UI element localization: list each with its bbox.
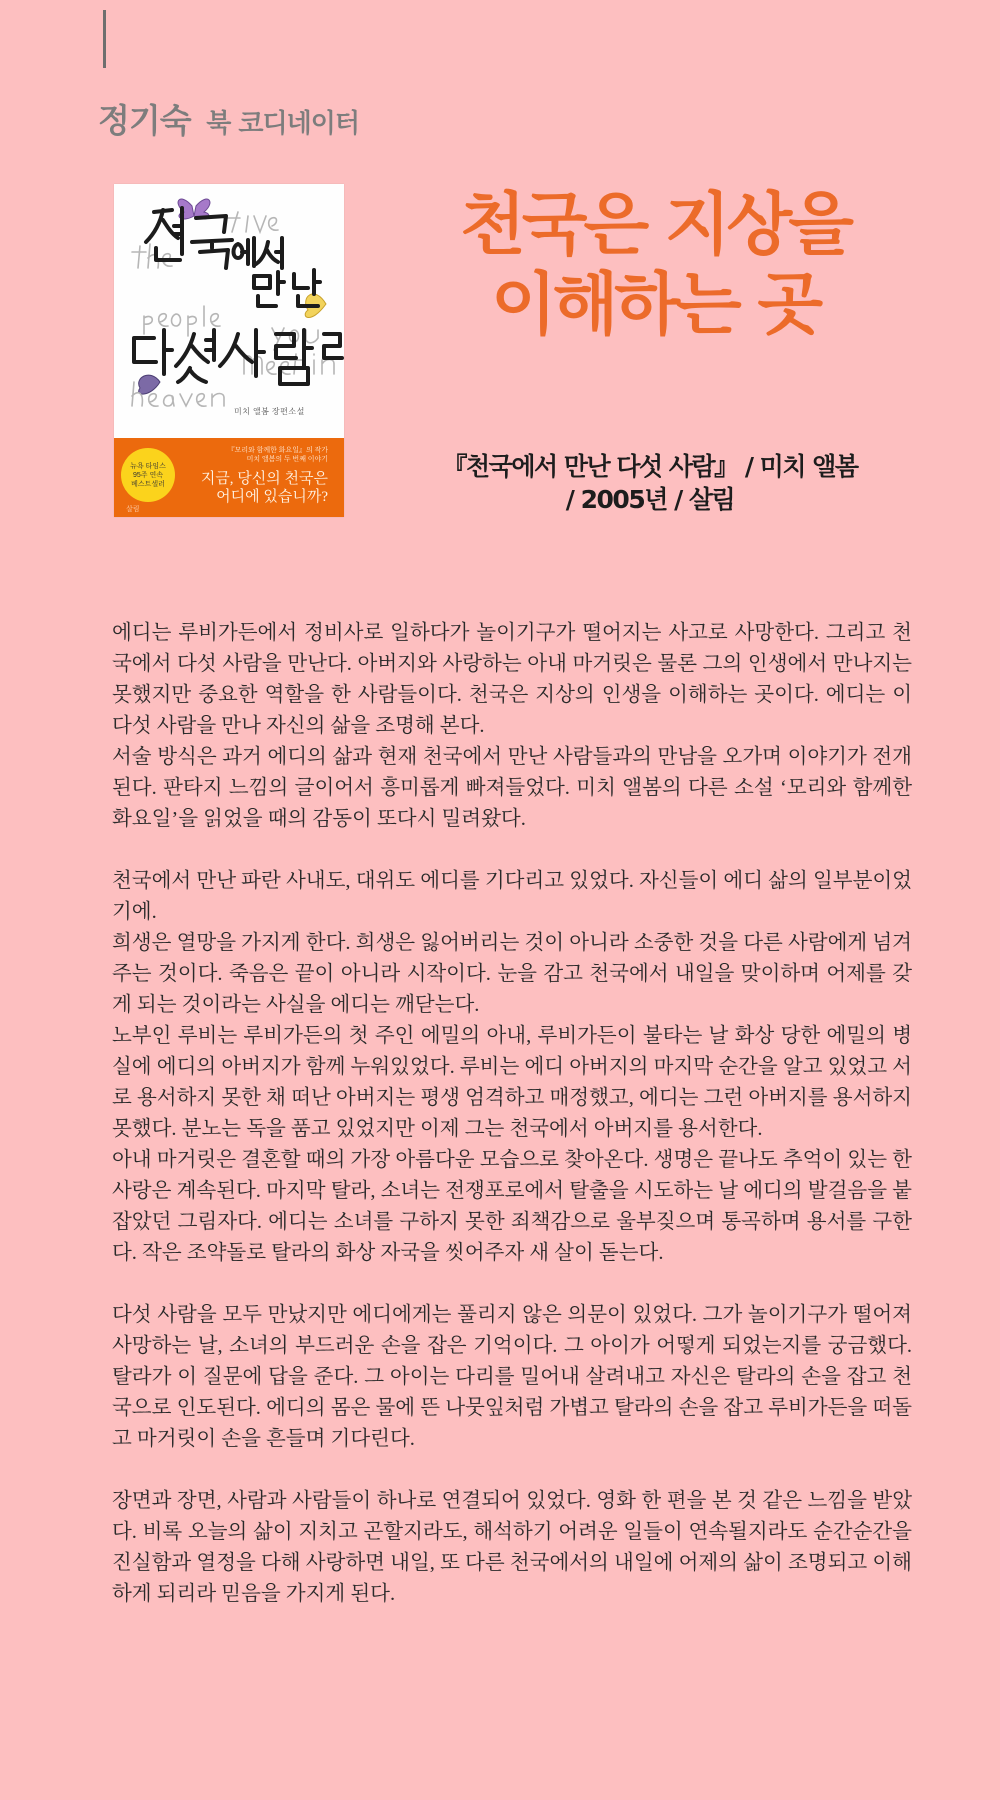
book-info-line-1: 『천국에서 만난 다섯 사람』 / 미치 앨봄 xyxy=(442,452,858,481)
author-name: 정기숙 xyxy=(98,101,191,140)
book-info-line-2: / 2005년 / 살림 xyxy=(565,485,735,514)
paragraph: 서술 방식은 과거 에디의 삶과 현재 천국에서 만난 사람들과의 만남을 오가며 이야기가 전개된다. 판타지 느낌의 글이어서 흥미롭게 빠져들었다. 미치 앨봄의 다른 소설 ‘모리와 함께한 화요일’을 읽었을 때의 감동이 또다시 밀려왔다. xyxy=(112,746,912,830)
paragraph: 희생은 열망을 가지게 한다. 희생은 잃어버리는 것이 아니라 소중한 것을 다른 사람에게 넘겨주는 것이다. 죽음은 끝이 아니라 시작이다. 눈을 감고 천국에서 내일을 맞이하며 어제를 갖게 되는 것이라는 사실을 에디는 깨닫는다. xyxy=(112,932,912,1016)
paragraph: 아내 마거릿은 결혼할 때의 가장 아름다운 모습으로 찾아온다. 생명은 끝나도 추억이 있는 한 사랑은 계속된다. 마지막 탈라, 소녀는 전쟁포로에서 탈출을 시도하는 날 에디의 발걸음을 붙잡았던 그림자다. 에디는 소녀를 구하지 못한 죄책감으로 울부짖으며 통곡하며 용서를 구한다. 작은 조약돌로 탈라의 화상 자국을 씻어주자 새 살이 돋는다. xyxy=(112,1149,912,1264)
book-info xyxy=(400,450,900,516)
paragraph-gap xyxy=(112,835,912,866)
bestseller-badge: 뉴욕 타임스 95주 연속 베스트셀러 xyxy=(121,448,175,502)
cover-subtitle-small: 『모리와 함께한 화요일』의 작가 미치 앨봄의 두 번째 이야기 xyxy=(227,446,328,463)
paragraph-gap xyxy=(112,1455,912,1486)
cover-subtitle-big: 지금, 당신의 천국은 어디에 있습니까? xyxy=(200,471,328,505)
cover-title-art xyxy=(114,184,344,438)
author-header xyxy=(98,95,359,142)
paragraph: 노부인 루비는 루비가든의 첫 주인 에밀의 아내, 루비가든이 불타는 날 화상 당한 에밀의 병실에 에디의 아버지가 함께 누워있었다. 루비는 에디 아버지의 마지막 순간을 알고 있었고 서로 용서하지 못한 채 떠난 아버지는 평생 엄격하고 매정했고, 에디는 그런 아버지를 용서하지 못했다. 분노는 독을 품고 있었지만 이제 그는 천국에서 아버지를 용서한다. xyxy=(112,1025,912,1140)
cover-byline: 미치 앨봄 장편소설 xyxy=(234,407,305,416)
accent-bar xyxy=(103,10,106,68)
cover-band xyxy=(114,438,344,517)
publisher-mark: 살림 xyxy=(126,505,140,513)
book-cover xyxy=(114,184,344,517)
paragraph: 천국에서 만난 파란 사내도, 대위도 에디를 기다리고 있었다. 자신들이 에디 삶의 일부분이었기에. xyxy=(112,870,912,923)
paragraph: 에디는 루비가든에서 정비사로 일하다가 놀이기구가 떨어지는 사고로 사망한다. 그리고 천국에서 다섯 사람을 만난다. 아버지와 사랑하는 아내 마거릿은 물론 그의 인생에서 만나지는 못했지만 중요한 역할을 한 사람들이다. 천국은 지상의 인생을 이해하는 곳이다. 에디는 이 다섯 사람을 만나 자신의 삶을 조명해 본다. xyxy=(112,622,912,737)
article-headline xyxy=(420,186,890,346)
paragraph: 장면과 장면, 사람과 사람들이 하나로 연결되어 있었다. 영화 한 편을 본 것 같은 느낌을 받았다. 비록 오늘의 삶이 지치고 곤할지라도, 해석하기 어려운 일들이 연속될지라도 순간순간을 진실함과 열정을 다해 사랑하면 내일, 또 다른 천국에서의 내일에 어제의 삶이 조명되고 이해하게 되리라 믿음을 가지게 된다. xyxy=(112,1490,912,1605)
paragraph: 다섯 사람을 모두 만났지만 에디에게는 풀리지 않은 의문이 있었다. 그가 놀이기구가 떨어져 사망하는 날, 소녀의 부드러운 손을 잡은 기억이다. 그 아이가 어떻게 되었는지를 궁금했다. 탈라가 이 질문에 답을 준다. 그 아이는 다리를 밀어내 살려내고 자신은 탈라의 손을 잡고 천국으로 인도된다. 에디의 몸은 물에 뜬 나뭇잎처럼 가볍고 탈라의 손을 잡고 루비가든을 떠돌고 마거릿이 손을 흔들며 기다린다. xyxy=(112,1304,912,1450)
paragraph-gap xyxy=(112,1269,912,1300)
headline-line-2: 이해하는 곳 xyxy=(490,266,820,345)
article-body xyxy=(112,618,912,1610)
headline-line-1: 천국은 지상을 xyxy=(460,186,850,265)
author-role: 북 코디네이터 xyxy=(206,109,359,139)
